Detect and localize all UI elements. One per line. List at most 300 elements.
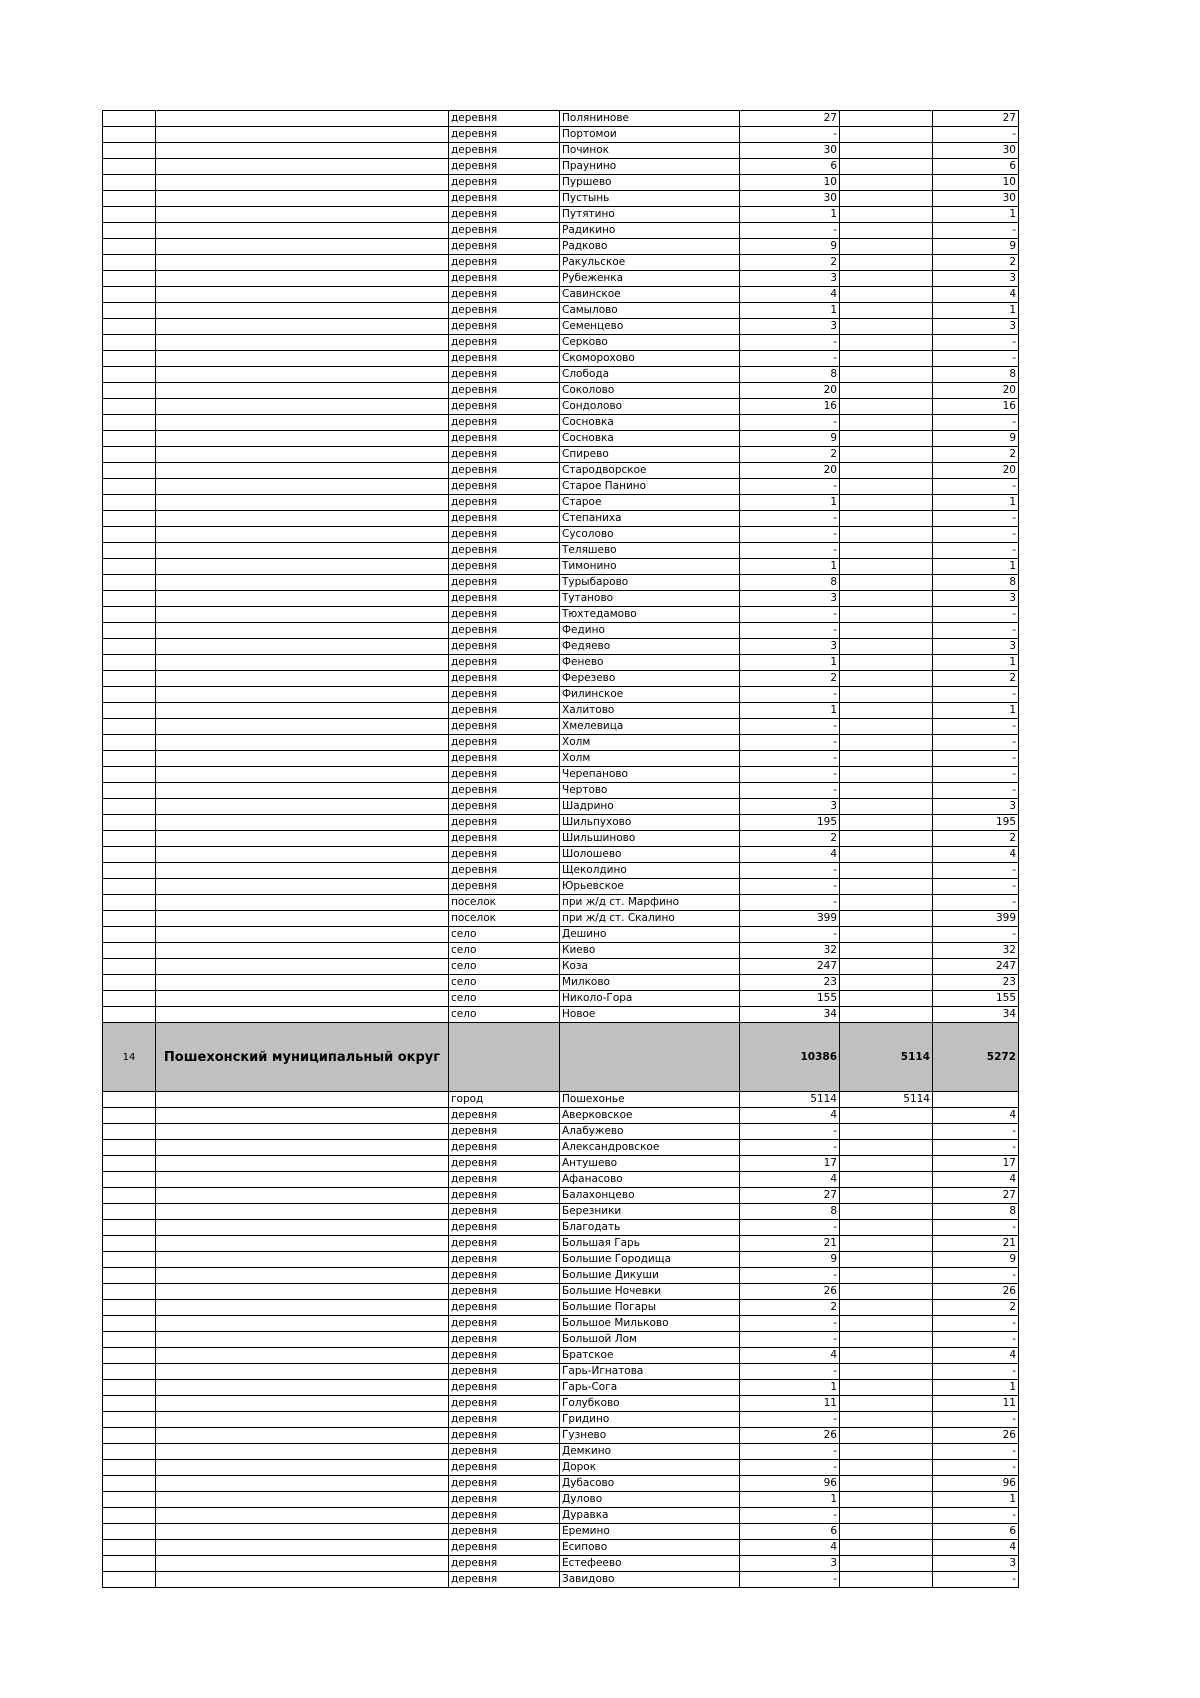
- total-cell: 3: [740, 271, 840, 287]
- name-cell: при ж/д ст. Скалино: [560, 911, 740, 927]
- total-cell: -: [740, 927, 840, 943]
- district-cell: [156, 991, 449, 1007]
- district-cell: [156, 815, 449, 831]
- type-cell: поселок: [449, 911, 560, 927]
- table-row: [103, 223, 1019, 239]
- urban-cell: [840, 495, 933, 511]
- district-cell: [156, 207, 449, 223]
- rural-cell: -: [933, 415, 1019, 431]
- type-cell: деревня: [449, 527, 560, 543]
- district-cell: [156, 127, 449, 143]
- district-cell: [156, 1252, 449, 1268]
- table-row: [103, 1380, 1019, 1396]
- table-row: [103, 303, 1019, 319]
- name-cell: Дубасово: [560, 1476, 740, 1492]
- number-cell: [103, 319, 156, 335]
- table-row: [103, 1124, 1019, 1140]
- urban-cell: 5114: [840, 1092, 933, 1108]
- total-cell: -: [740, 335, 840, 351]
- table-row: [103, 463, 1019, 479]
- total-cell: -: [740, 1572, 840, 1588]
- number-cell: [103, 255, 156, 271]
- table-row: [103, 831, 1019, 847]
- number-cell: [103, 815, 156, 831]
- total-cell: 8: [740, 575, 840, 591]
- number-cell: [103, 1508, 156, 1524]
- number-cell: [103, 207, 156, 223]
- urban-cell: [840, 1156, 933, 1172]
- district-name-cell: Пошехонский муниципальный округ: [156, 1023, 449, 1092]
- total-cell: -: [740, 1412, 840, 1428]
- table-row: [103, 991, 1019, 1007]
- rural-cell: -: [933, 1124, 1019, 1140]
- total-cell: -: [740, 751, 840, 767]
- urban-cell: [840, 831, 933, 847]
- name-cell: Большой Лом: [560, 1332, 740, 1348]
- urban-cell: [840, 303, 933, 319]
- rural-cell: 1: [933, 303, 1019, 319]
- district-cell: [156, 479, 449, 495]
- total-cell: 10386: [740, 1023, 840, 1092]
- district-cell: [156, 623, 449, 639]
- table-row: [103, 447, 1019, 463]
- district-cell: [156, 735, 449, 751]
- table-row: [103, 975, 1019, 991]
- name-cell: [560, 1023, 740, 1092]
- district-cell: [156, 1172, 449, 1188]
- name-cell: Балахонцево: [560, 1188, 740, 1204]
- urban-cell: [840, 687, 933, 703]
- number-cell: [103, 367, 156, 383]
- type-cell: деревня: [449, 1332, 560, 1348]
- rural-cell: [933, 1092, 1019, 1108]
- name-cell: Завидово: [560, 1572, 740, 1588]
- table-row: [103, 607, 1019, 623]
- district-cell: [156, 1284, 449, 1300]
- name-cell: Старое Панино: [560, 479, 740, 495]
- name-cell: Есипово: [560, 1540, 740, 1556]
- table-row: [103, 559, 1019, 575]
- urban-cell: [840, 1524, 933, 1540]
- district-cell: [156, 1556, 449, 1572]
- name-cell: Тутаново: [560, 591, 740, 607]
- name-cell: Скоморохово: [560, 351, 740, 367]
- table-row: [103, 207, 1019, 223]
- number-cell: [103, 175, 156, 191]
- rural-cell: 2: [933, 671, 1019, 687]
- district-cell: [156, 927, 449, 943]
- district-cell: [156, 575, 449, 591]
- table-row: [103, 767, 1019, 783]
- total-cell: 30: [740, 143, 840, 159]
- number-cell: [103, 223, 156, 239]
- district-cell: [156, 591, 449, 607]
- type-cell: деревня: [449, 191, 560, 207]
- urban-cell: [840, 1412, 933, 1428]
- name-cell: Починок: [560, 143, 740, 159]
- number-cell: [103, 591, 156, 607]
- type-cell: деревня: [449, 1460, 560, 1476]
- district-cell: [156, 191, 449, 207]
- rural-cell: -: [933, 895, 1019, 911]
- rural-cell: 26: [933, 1428, 1019, 1444]
- table-row: [103, 159, 1019, 175]
- type-cell: деревня: [449, 1492, 560, 1508]
- table-row: [103, 1540, 1019, 1556]
- number-cell: [103, 431, 156, 447]
- urban-cell: [840, 127, 933, 143]
- table-row: [103, 127, 1019, 143]
- total-cell: 16: [740, 399, 840, 415]
- total-cell: -: [740, 1268, 840, 1284]
- name-cell: Еремино: [560, 1524, 740, 1540]
- total-cell: -: [740, 1508, 840, 1524]
- type-cell: деревня: [449, 367, 560, 383]
- rural-cell: 20: [933, 463, 1019, 479]
- name-cell: Путятино: [560, 207, 740, 223]
- type-cell: деревня: [449, 143, 560, 159]
- type-cell: деревня: [449, 1428, 560, 1444]
- table-row: [103, 895, 1019, 911]
- district-cell: [156, 1188, 449, 1204]
- total-cell: -: [740, 1124, 840, 1140]
- type-cell: деревня: [449, 1284, 560, 1300]
- urban-cell: [840, 815, 933, 831]
- total-cell: 1: [740, 703, 840, 719]
- rural-cell: 4: [933, 1172, 1019, 1188]
- urban-cell: [840, 351, 933, 367]
- urban-cell: [840, 1444, 933, 1460]
- urban-cell: [840, 1204, 933, 1220]
- urban-cell: [840, 1572, 933, 1588]
- district-cell: [156, 1268, 449, 1284]
- table-row: [103, 495, 1019, 511]
- rural-cell: 27: [933, 111, 1019, 127]
- total-cell: 2: [740, 447, 840, 463]
- urban-cell: [840, 1188, 933, 1204]
- urban-cell: [840, 655, 933, 671]
- rural-cell: 32: [933, 943, 1019, 959]
- urban-cell: [840, 1236, 933, 1252]
- total-cell: 1: [740, 559, 840, 575]
- district-cell: [156, 1396, 449, 1412]
- number-cell: [103, 127, 156, 143]
- urban-cell: [840, 159, 933, 175]
- district-cell: [156, 319, 449, 335]
- type-cell: деревня: [449, 175, 560, 191]
- number-cell: [103, 303, 156, 319]
- type-cell: деревня: [449, 463, 560, 479]
- type-cell: деревня: [449, 1188, 560, 1204]
- urban-cell: [840, 735, 933, 751]
- table-row: [103, 511, 1019, 527]
- urban-cell: [840, 1300, 933, 1316]
- number-cell: [103, 735, 156, 751]
- type-cell: село: [449, 959, 560, 975]
- number-cell: [103, 1172, 156, 1188]
- total-cell: -: [740, 415, 840, 431]
- type-cell: деревня: [449, 111, 560, 127]
- urban-cell: [840, 1220, 933, 1236]
- table-body: [103, 111, 1019, 1588]
- urban-cell: [840, 239, 933, 255]
- type-cell: деревня: [449, 1412, 560, 1428]
- table-row: [103, 1108, 1019, 1124]
- district-cell: [156, 975, 449, 991]
- type-cell: деревня: [449, 255, 560, 271]
- rural-cell: 2: [933, 1300, 1019, 1316]
- district-cell: [156, 1476, 449, 1492]
- name-cell: Шадрино: [560, 799, 740, 815]
- rural-cell: -: [933, 1332, 1019, 1348]
- table-row: [103, 1412, 1019, 1428]
- name-cell: Дорок: [560, 1460, 740, 1476]
- urban-cell: [840, 783, 933, 799]
- rural-cell: -: [933, 687, 1019, 703]
- type-cell: деревня: [449, 287, 560, 303]
- total-cell: -: [740, 1364, 840, 1380]
- rural-cell: 11: [933, 1396, 1019, 1412]
- district-cell: [156, 1108, 449, 1124]
- urban-cell: [840, 335, 933, 351]
- table-row: [103, 1188, 1019, 1204]
- number-cell: [103, 559, 156, 575]
- table-row: [103, 735, 1019, 751]
- rural-cell: 247: [933, 959, 1019, 975]
- type-cell: деревня: [449, 735, 560, 751]
- district-cell: [156, 1156, 449, 1172]
- table-row: [103, 1300, 1019, 1316]
- type-cell: деревня: [449, 719, 560, 735]
- rural-cell: 2: [933, 255, 1019, 271]
- urban-cell: [840, 431, 933, 447]
- name-cell: Пошехонье: [560, 1092, 740, 1108]
- table-row: [103, 1172, 1019, 1188]
- urban-cell: [840, 767, 933, 783]
- rural-cell: -: [933, 1444, 1019, 1460]
- number-cell: [103, 943, 156, 959]
- rural-cell: 16: [933, 399, 1019, 415]
- name-cell: Турыбарово: [560, 575, 740, 591]
- table-row: [103, 879, 1019, 895]
- urban-cell: [840, 143, 933, 159]
- total-cell: -: [740, 863, 840, 879]
- urban-cell: [840, 111, 933, 127]
- table-row: [103, 751, 1019, 767]
- total-cell: 3: [740, 1556, 840, 1572]
- number-cell: [103, 239, 156, 255]
- rural-cell: -: [933, 1364, 1019, 1380]
- type-cell: деревня: [449, 383, 560, 399]
- urban-cell: [840, 591, 933, 607]
- district-cell: [156, 159, 449, 175]
- urban-cell: [840, 639, 933, 655]
- rural-cell: 1: [933, 495, 1019, 511]
- urban-cell: [840, 1348, 933, 1364]
- rural-cell: -: [933, 623, 1019, 639]
- district-cell: [156, 1428, 449, 1444]
- urban-cell: [840, 671, 933, 687]
- district-cell: [156, 1316, 449, 1332]
- district-cell: [156, 431, 449, 447]
- total-cell: -: [740, 719, 840, 735]
- urban-cell: [840, 1332, 933, 1348]
- name-cell: Серково: [560, 335, 740, 351]
- name-cell: Аверковское: [560, 1108, 740, 1124]
- total-cell: -: [740, 1444, 840, 1460]
- name-cell: Пустынь: [560, 191, 740, 207]
- type-cell: деревня: [449, 447, 560, 463]
- district-cell: [156, 767, 449, 783]
- name-cell: Большие Погары: [560, 1300, 740, 1316]
- total-cell: 26: [740, 1428, 840, 1444]
- type-cell: деревня: [449, 815, 560, 831]
- rural-cell: 155: [933, 991, 1019, 1007]
- name-cell: Николо-Гора: [560, 991, 740, 1007]
- district-cell: [156, 527, 449, 543]
- number-cell: [103, 1492, 156, 1508]
- table-row: [103, 1220, 1019, 1236]
- total-cell: 30: [740, 191, 840, 207]
- rural-cell: 9: [933, 431, 1019, 447]
- total-cell: 34: [740, 1007, 840, 1023]
- district-cell: [156, 255, 449, 271]
- number-cell: [103, 831, 156, 847]
- urban-cell: [840, 575, 933, 591]
- urban-cell: [840, 863, 933, 879]
- total-cell: 96: [740, 1476, 840, 1492]
- type-cell: село: [449, 991, 560, 1007]
- name-cell: Большие Ночевки: [560, 1284, 740, 1300]
- district-cell: [156, 831, 449, 847]
- type-cell: деревня: [449, 703, 560, 719]
- type-cell: деревня: [449, 559, 560, 575]
- name-cell: Фенево: [560, 655, 740, 671]
- urban-cell: [840, 1396, 933, 1412]
- number-cell: [103, 1124, 156, 1140]
- name-cell: Коза: [560, 959, 740, 975]
- district-cell: [156, 799, 449, 815]
- total-cell: 6: [740, 159, 840, 175]
- urban-cell: [840, 879, 933, 895]
- total-cell: 17: [740, 1156, 840, 1172]
- number-cell: [103, 847, 156, 863]
- type-cell: деревня: [449, 591, 560, 607]
- urban-cell: [840, 463, 933, 479]
- rural-cell: -: [933, 1220, 1019, 1236]
- total-cell: 2: [740, 1300, 840, 1316]
- total-cell: -: [740, 735, 840, 751]
- rural-cell: 3: [933, 1556, 1019, 1572]
- total-cell: 27: [740, 1188, 840, 1204]
- table-row: [103, 687, 1019, 703]
- total-cell: -: [740, 543, 840, 559]
- total-cell: 4: [740, 1540, 840, 1556]
- district-cell: [156, 559, 449, 575]
- district-cell: [156, 1300, 449, 1316]
- district-cell: [156, 287, 449, 303]
- rural-cell: -: [933, 863, 1019, 879]
- name-cell: Филинское: [560, 687, 740, 703]
- district-cell: [156, 1220, 449, 1236]
- table-row: [103, 847, 1019, 863]
- name-cell: Новое: [560, 1007, 740, 1023]
- number-cell: [103, 799, 156, 815]
- number-cell: [103, 1252, 156, 1268]
- number-cell: [103, 639, 156, 655]
- rural-cell: -: [933, 1572, 1019, 1588]
- number-cell: [103, 671, 156, 687]
- urban-cell: [840, 1556, 933, 1572]
- number-cell: [103, 111, 156, 127]
- urban-cell: [840, 1316, 933, 1332]
- district-cell: [156, 687, 449, 703]
- name-cell: Холм: [560, 751, 740, 767]
- type-cell: деревня: [449, 751, 560, 767]
- table-row: [103, 703, 1019, 719]
- urban-cell: [840, 399, 933, 415]
- total-cell: 26: [740, 1284, 840, 1300]
- type-cell: деревня: [449, 1508, 560, 1524]
- rural-cell: 4: [933, 1540, 1019, 1556]
- urban-cell: [840, 1540, 933, 1556]
- table-row: [103, 527, 1019, 543]
- district-cell: [156, 1380, 449, 1396]
- number-cell: [103, 159, 156, 175]
- urban-cell: [840, 703, 933, 719]
- type-cell: деревня: [449, 1444, 560, 1460]
- total-cell: 4: [740, 847, 840, 863]
- type-cell: деревня: [449, 1236, 560, 1252]
- table-row: [103, 1268, 1019, 1284]
- table-row: [103, 543, 1019, 559]
- district-cell: [156, 1524, 449, 1540]
- district-cell: [156, 703, 449, 719]
- table-row: [103, 783, 1019, 799]
- rural-cell: -: [933, 351, 1019, 367]
- number-cell: [103, 1460, 156, 1476]
- urban-cell: [840, 975, 933, 991]
- name-cell: Братское: [560, 1348, 740, 1364]
- total-cell: 1: [740, 303, 840, 319]
- rural-cell: 1: [933, 1492, 1019, 1508]
- number-cell: [103, 687, 156, 703]
- type-cell: село: [449, 927, 560, 943]
- rural-cell: 195: [933, 815, 1019, 831]
- urban-cell: [840, 1460, 933, 1476]
- number-cell: [103, 879, 156, 895]
- rural-cell: 17: [933, 1156, 1019, 1172]
- total-cell: -: [740, 783, 840, 799]
- name-cell: Федяево: [560, 639, 740, 655]
- name-cell: Слобода: [560, 367, 740, 383]
- urban-cell: [840, 959, 933, 975]
- urban-cell: [840, 543, 933, 559]
- total-cell: 1: [740, 655, 840, 671]
- table-row: [103, 1332, 1019, 1348]
- urban-cell: [840, 927, 933, 943]
- type-cell: деревня: [449, 1156, 560, 1172]
- rural-cell: 27: [933, 1188, 1019, 1204]
- number-cell: [103, 703, 156, 719]
- name-cell: Стародворское: [560, 463, 740, 479]
- number-cell: [103, 1476, 156, 1492]
- type-cell: деревня: [449, 415, 560, 431]
- total-cell: -: [740, 1332, 840, 1348]
- district-cell: [156, 399, 449, 415]
- name-cell: Гридино: [560, 1412, 740, 1428]
- rural-cell: -: [933, 543, 1019, 559]
